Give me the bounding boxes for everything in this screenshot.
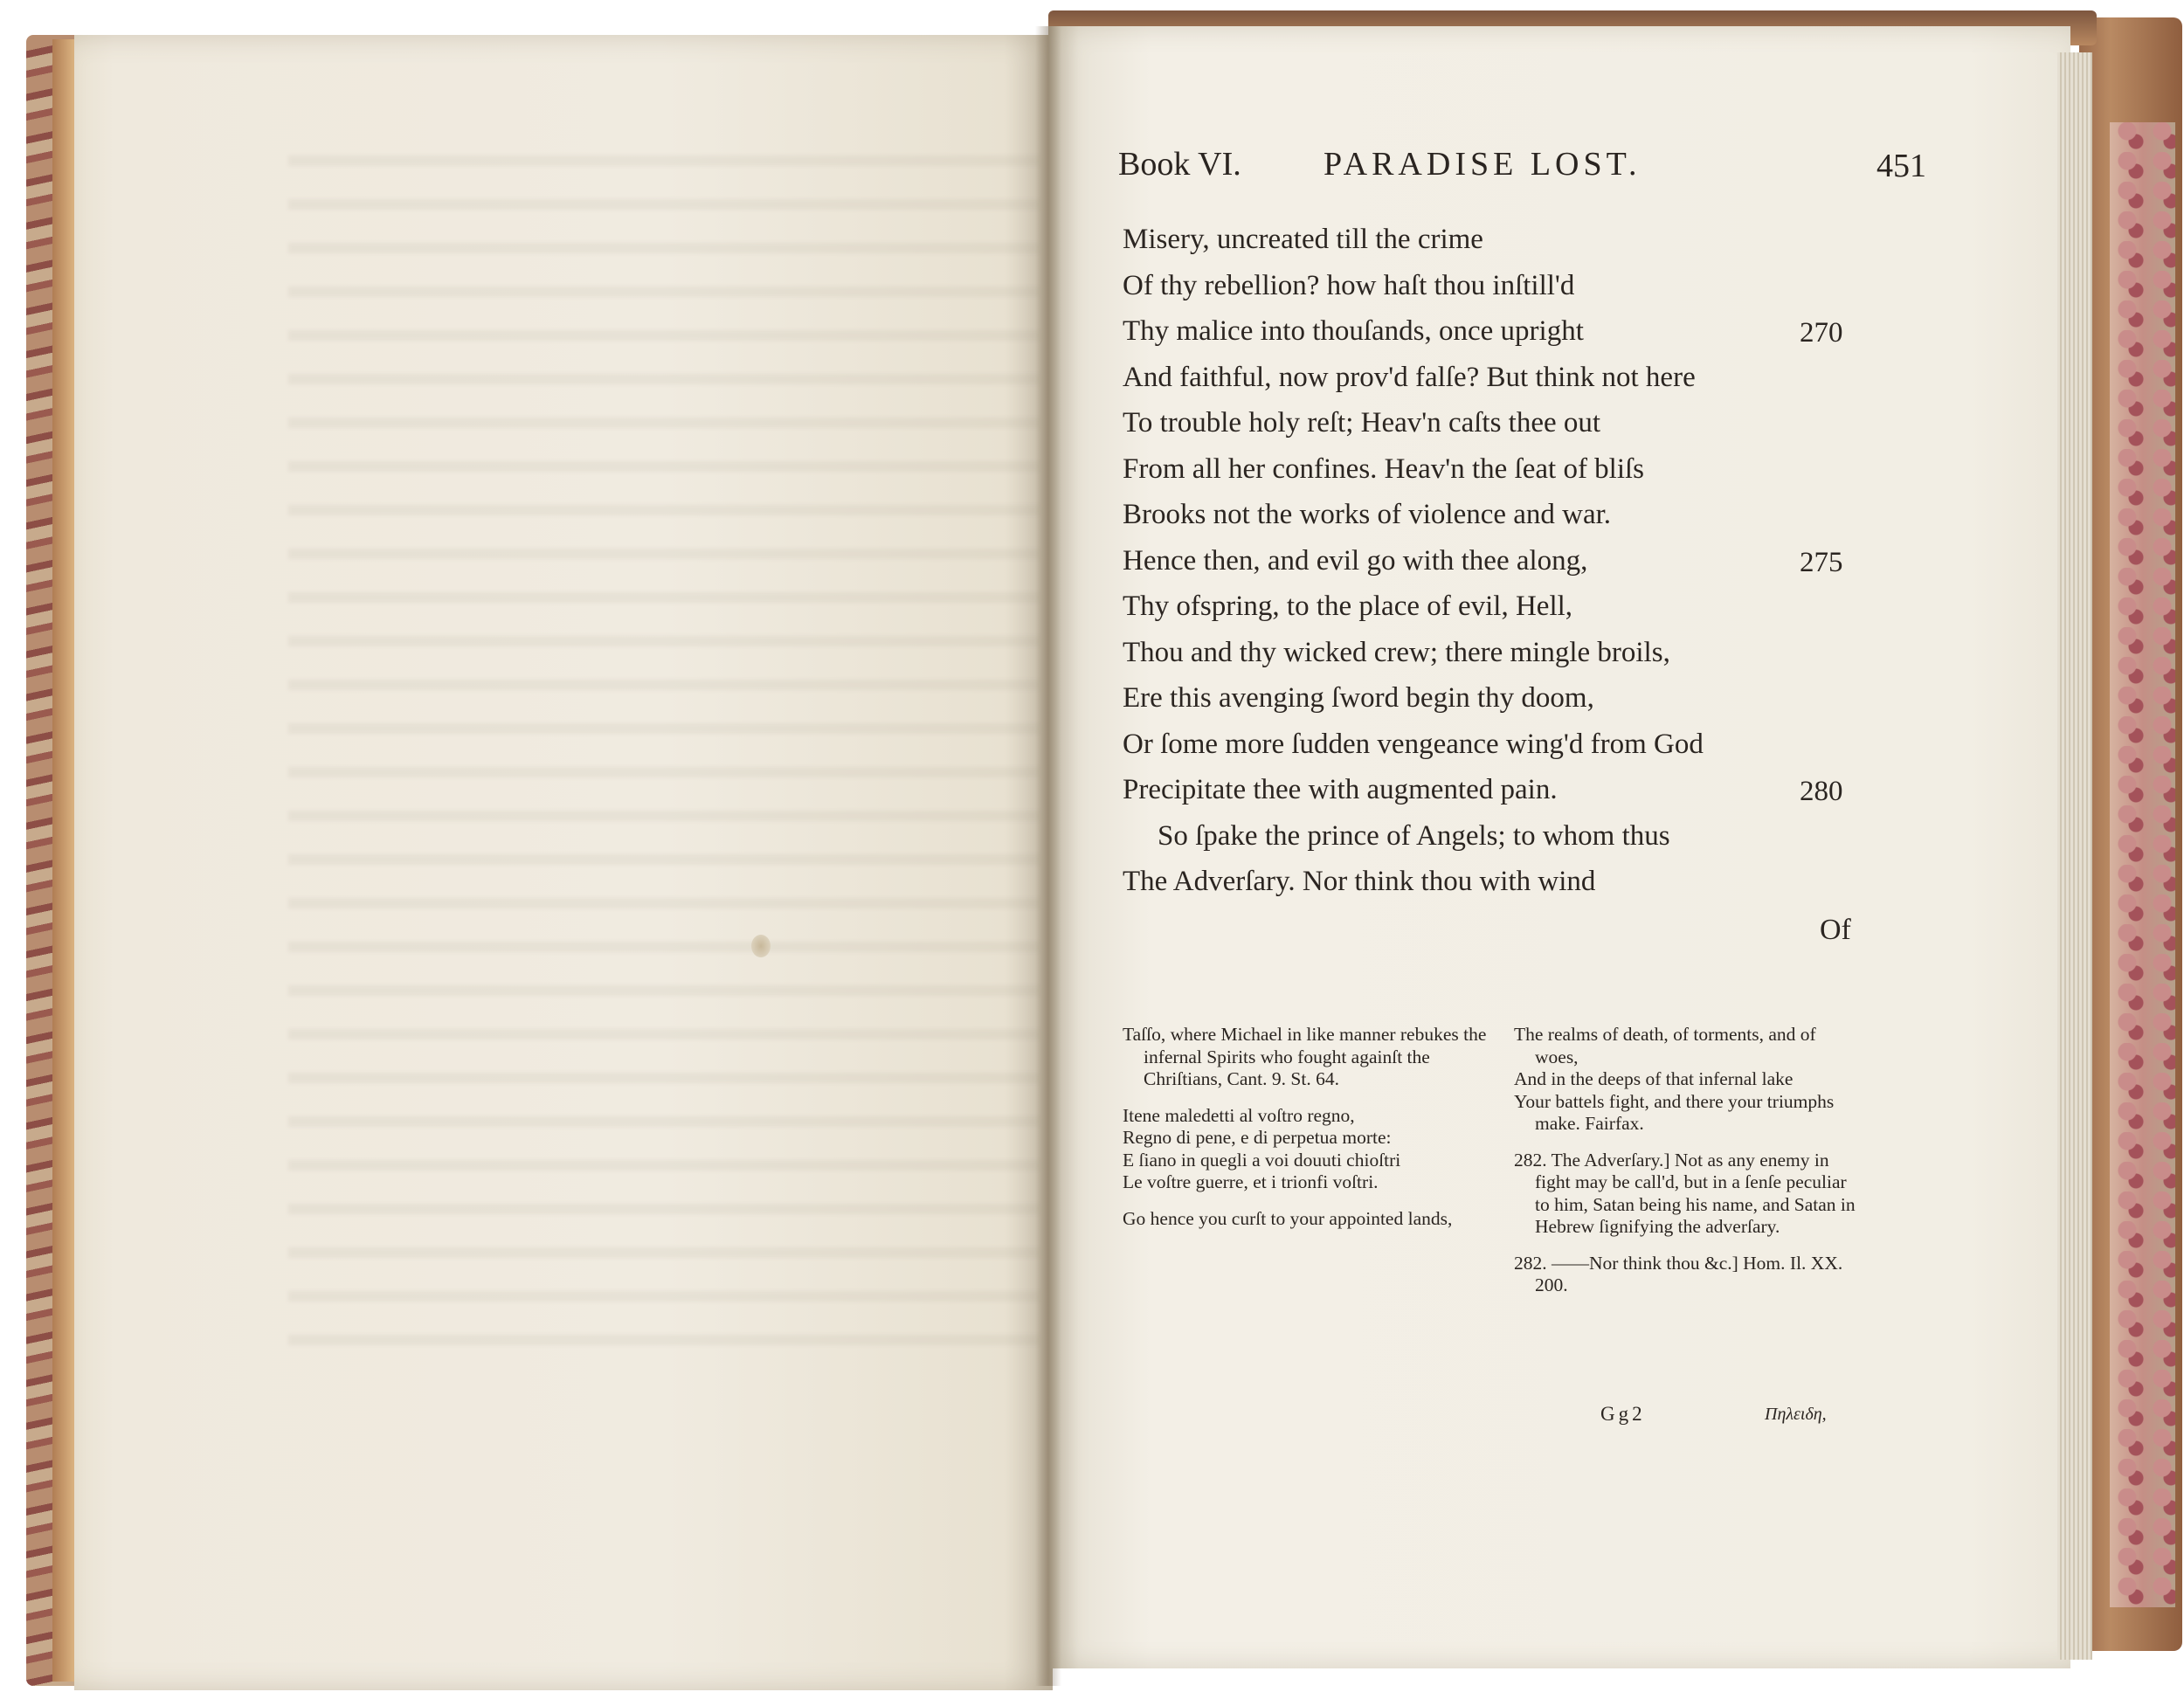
verse-text: Or ſome more ſudden vengeance wing'd from God xyxy=(1123,728,1704,760)
verse-line xyxy=(1123,400,1909,446)
note-paragraph: The realms of death, of torments, and of woes, xyxy=(1514,1024,1816,1067)
verse-text: From all her confines. Heav'n the ſeat of bliſs xyxy=(1123,452,1645,485)
verse-text: Hence then, and evil go with thee along, xyxy=(1123,544,1588,577)
verse-text: Thou and thy wicked crew; there mingle broils, xyxy=(1123,636,1670,668)
verse-line xyxy=(1123,675,1909,722)
book-number: Book VI. xyxy=(1118,146,1241,183)
verse-line xyxy=(1123,630,1909,676)
verse-text: Precipitate thee with augmented pain. xyxy=(1123,774,1558,805)
greek-catchword: Πηλειδη, xyxy=(1765,1405,1827,1424)
verse-text: Thy ofspring, to the place of evil, Hell, xyxy=(1123,591,1573,622)
line-number: 270 xyxy=(1800,317,1843,349)
catchword: Of xyxy=(1820,914,1851,946)
note-paragraph: Itene maledetti al voſtro regno, xyxy=(1123,1104,1355,1126)
footnotes-left-column xyxy=(1123,1024,1507,1230)
note-paragraph: 282. ——Nor think thou &c.] Hom. Il. XX. 200. xyxy=(1514,1252,1843,1295)
verse-line xyxy=(1123,538,1909,584)
verse-text: So ſpake the prince of Angels; to whom thus xyxy=(1158,819,1670,852)
note-gap xyxy=(1514,1239,1856,1253)
verse-line xyxy=(1123,492,1909,538)
page-edges xyxy=(2057,52,2092,1660)
verse-block xyxy=(1123,217,1909,905)
verse-line xyxy=(1123,813,1909,860)
note-paragraph: Taſſo, where Michael in like manner rebukes the infernal Spirits who fought againſt the Chriſtians, Cant. 9. St. 64. xyxy=(1123,1024,1487,1089)
footnotes-right-column xyxy=(1514,1024,1856,1297)
verse-line xyxy=(1123,263,1909,309)
right-marbled-endpaper xyxy=(2110,122,2175,1607)
note-gap xyxy=(1514,1136,1856,1150)
verse-text: Brooks not the works of violence and war. xyxy=(1123,499,1612,530)
verse-line xyxy=(1123,217,1909,263)
verse-line xyxy=(1123,767,1909,813)
note-gap xyxy=(1123,1194,1507,1208)
verse-line xyxy=(1123,308,1909,355)
line-number: 280 xyxy=(1800,776,1843,807)
verse-line xyxy=(1123,446,1909,493)
signature-mark: Gg2 xyxy=(1600,1403,1646,1425)
note-paragraph: 282. The Adverſary.] Not as any enemy in fight may be call'd, but in a ſenſe peculiar to him, Satan being his name, and Satan in Hebrew ſignifying the adverſary. xyxy=(1514,1149,1856,1237)
note-paragraph: Regno di pene, e di perpetua morte: xyxy=(1123,1127,1392,1148)
left-page-bleedthrough xyxy=(288,122,1040,1345)
verse-text: Of thy rebellion? how haſt thou inſtill'd xyxy=(1123,269,1575,301)
verse-line xyxy=(1123,722,1909,768)
verse-text: Ere this avenging ſword begin thy doom, xyxy=(1123,682,1594,714)
verse-text: And faithful, now prov'd falſe? But think not here xyxy=(1123,361,1696,393)
page-stain xyxy=(751,935,771,957)
verse-text: To trouble holy reſt; Heav'n caſts thee out xyxy=(1123,407,1601,439)
note-gap xyxy=(1123,1091,1507,1105)
note-paragraph: Go hence you curſt to your appointed lands, xyxy=(1123,1207,1453,1229)
note-paragraph: E ſiano in quegli a voi douuti chioſtri xyxy=(1123,1149,1401,1171)
verse-line xyxy=(1123,584,1909,630)
page-number: 451 xyxy=(1876,148,1926,184)
verse-line xyxy=(1123,859,1909,905)
note-paragraph: And in the deeps of that infernal lake xyxy=(1514,1068,1794,1089)
note-paragraph: Le voſtre guerre, et i trionfi voſtri. xyxy=(1123,1171,1379,1192)
verse-line xyxy=(1123,355,1909,401)
line-number: 275 xyxy=(1800,546,1843,578)
running-header xyxy=(1118,140,1926,192)
note-paragraph: Your battels fight, and there your triumphs make. Fairfax. xyxy=(1514,1090,1835,1134)
verse-text: Misery, uncreated till the crime xyxy=(1123,224,1483,255)
running-title: PARADISE LOST. xyxy=(1324,146,1641,183)
verse-text: The Adverſary. Nor think thou with wind xyxy=(1123,866,1596,897)
book-gutter xyxy=(1035,26,1061,1686)
verse-text: Thy malice into thouſands, once upright xyxy=(1123,315,1584,347)
